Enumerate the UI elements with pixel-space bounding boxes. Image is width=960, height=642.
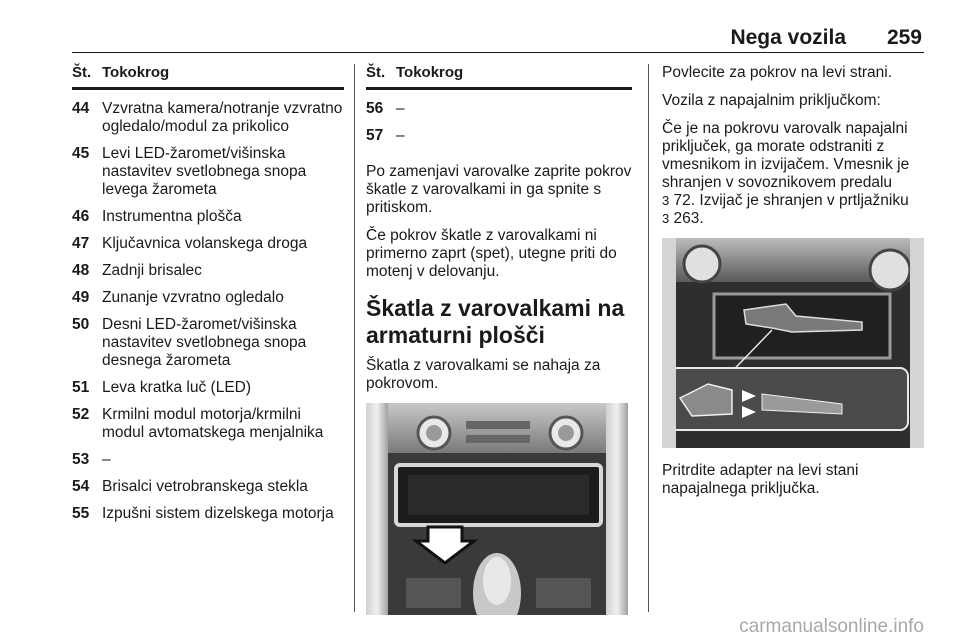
table-row xyxy=(72,235,344,253)
page-ref-arrow-icon: 3 xyxy=(662,193,670,208)
column-2 xyxy=(366,64,632,615)
table-row xyxy=(72,379,344,397)
fuse-number: 54 xyxy=(72,478,90,495)
fuse-circuit: Vzvratna kamera/notranje vzvratno ogledalo/modul za prikolico xyxy=(102,100,343,135)
fuse-number: 50 xyxy=(72,316,90,333)
table-row xyxy=(72,145,344,199)
paragraph-text: Če je na pokrovu varovalk napajalni priključek, ga morate odstraniti z vmesnikom in izvijačem. Vmesnik je shranjen v sovoznikovem predalu xyxy=(662,120,910,191)
fuse-circuit: – xyxy=(396,100,405,117)
page-number: 259 xyxy=(886,26,922,49)
table-row xyxy=(72,100,344,136)
fuse-circuit: Desni LED-žaromet/višinska nastavitev svetlobnega snopa desnega žarometa xyxy=(102,316,307,369)
col-header-circuit: Tokokrog xyxy=(396,64,464,81)
section-heading: Škatla z varovalkami na armaturni plošči xyxy=(366,295,625,348)
fuse-circuit: – xyxy=(396,127,405,144)
table-row xyxy=(366,100,632,118)
table-row xyxy=(72,289,344,307)
paragraph: Če pokrov škatle z varovalkami ni primerno zaprt (spet), utegne priti do motenj v delovanju. xyxy=(366,227,617,280)
table-row xyxy=(72,505,344,523)
page-reference[interactable]: 263. xyxy=(673,210,704,227)
column-3 xyxy=(662,64,924,508)
table-row xyxy=(72,478,344,496)
dashboard-fusebox-illustration xyxy=(366,403,628,615)
col-header-circuit: Tokokrog xyxy=(102,64,170,81)
col-header-no: Št. xyxy=(72,64,92,81)
fuse-number: 44 xyxy=(72,100,90,117)
page-ref-arrow-icon: 3 xyxy=(662,211,670,226)
table-header xyxy=(72,64,344,90)
fuse-number: 48 xyxy=(72,262,90,279)
fuse-number: 47 xyxy=(72,235,90,252)
fuse-circuit: Instrumentna plošča xyxy=(102,208,242,225)
fuse-circuit: Zadnji brisalec xyxy=(102,262,202,279)
fuse-circuit: Krmilni modul motorja/krmilni modul avtomatskega menjalnika xyxy=(102,406,324,441)
fuse-number: 51 xyxy=(72,379,90,396)
paragraph: Po zamenjavi varovalke zaprite pokrov škatle z varovalkami in ga spnite s pritiskom. xyxy=(366,163,632,216)
paragraph xyxy=(662,120,924,228)
col-header-no: Št. xyxy=(366,64,386,81)
fuse-circuit: Izpušni sistem dizelskega motorja xyxy=(102,505,334,522)
column-divider xyxy=(354,64,355,612)
fuse-number: 49 xyxy=(72,289,90,306)
fuse-table-1 xyxy=(72,64,344,523)
table-row xyxy=(366,127,632,145)
fuse-circuit: Levi LED-žaromet/višinska nastavitev svetlobnega snopa levega žarometa xyxy=(102,145,307,198)
table-row xyxy=(72,406,344,442)
section-title: Nega vozila xyxy=(730,26,846,49)
page-header xyxy=(72,22,924,53)
fuse-number: 46 xyxy=(72,208,90,225)
fuse-number: 57 xyxy=(366,127,384,144)
table-row xyxy=(72,208,344,226)
table-row xyxy=(72,451,344,469)
adapter-illustration xyxy=(662,238,924,448)
table-row xyxy=(72,262,344,280)
column-divider xyxy=(648,64,649,612)
paragraph: Škatla z varovalkami se nahaja za pokrovom. xyxy=(366,357,601,392)
fuse-number: 56 xyxy=(366,100,384,117)
power-outlet-adapter-photo xyxy=(662,238,924,448)
table-row xyxy=(72,316,344,370)
fuse-number: 53 xyxy=(72,451,90,468)
fuse-number: 55 xyxy=(72,505,90,522)
fuse-number: 52 xyxy=(72,406,90,423)
paragraph: Pritrdite adapter na levi stani napajalnega priključka. xyxy=(662,462,859,497)
fuse-number: 45 xyxy=(72,145,90,162)
dashboard-fusebox-photo xyxy=(366,403,628,615)
fuse-circuit: Leva kratka luč (LED) xyxy=(102,379,252,396)
paragraph: Vozila z napajalnim priključkom: xyxy=(662,92,881,109)
paragraph: Povlecite za pokrov na levi strani. xyxy=(662,64,893,81)
page-reference[interactable]: 72. Izvijač je shranjen v prtljažniku xyxy=(673,192,909,209)
fuse-circuit: Ključavnica volanskega droga xyxy=(102,235,308,252)
table-header xyxy=(366,64,632,90)
fuse-circuit: Zunanje vzvratno ogledalo xyxy=(102,289,284,306)
fuse-circuit: Brisalci vetrobranskega stekla xyxy=(102,478,308,495)
watermark: carmanualsonline.info xyxy=(739,616,924,637)
fuse-circuit: – xyxy=(102,451,111,468)
